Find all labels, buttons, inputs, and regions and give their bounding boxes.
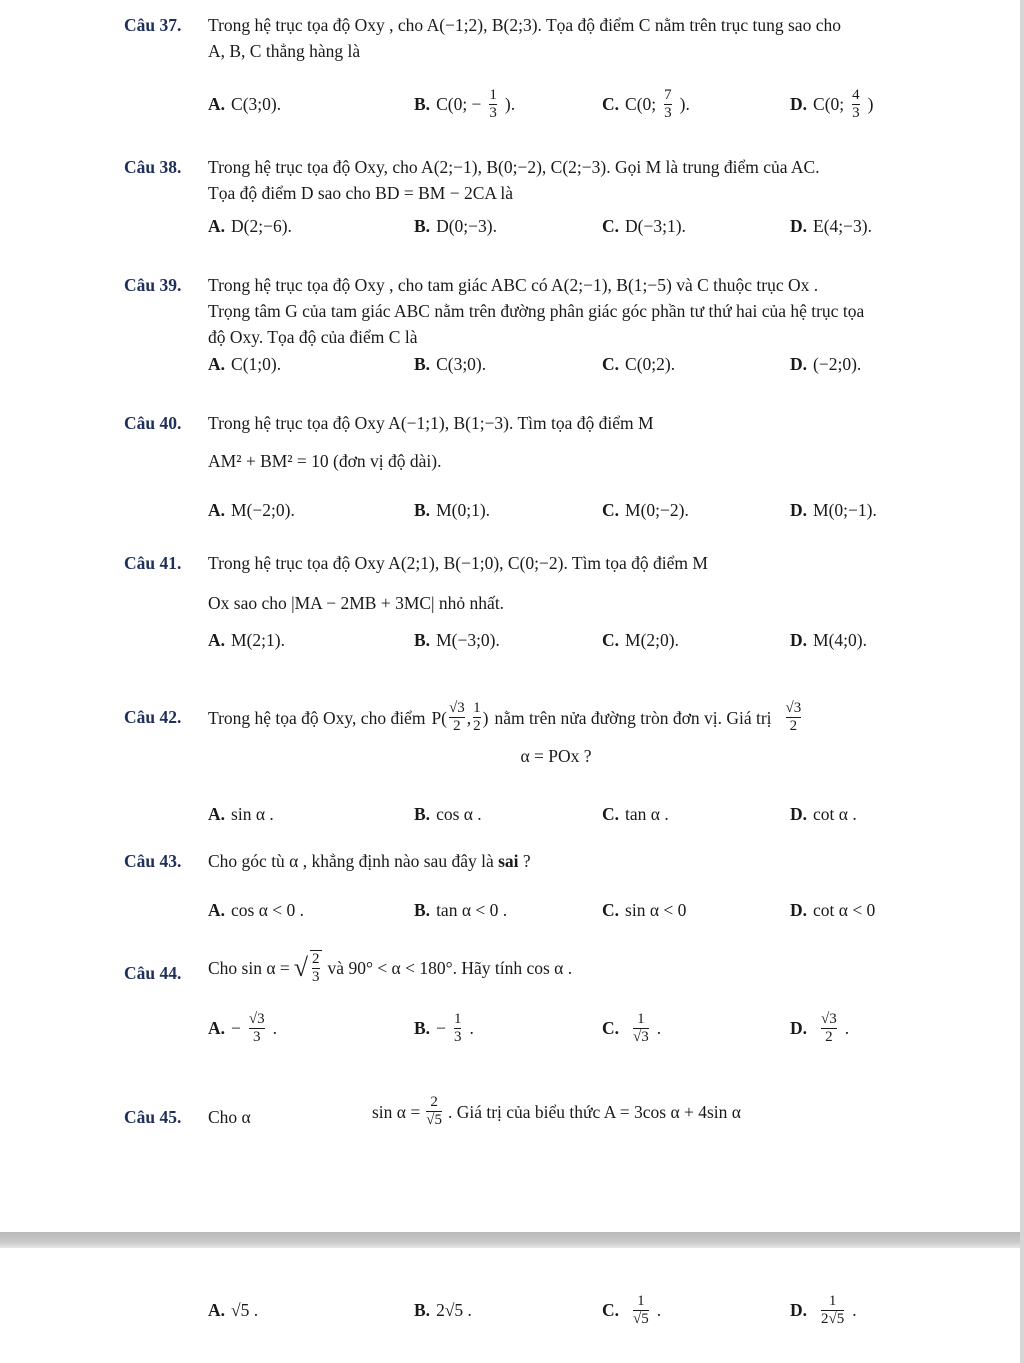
option-a[interactable]: A. M(−2;0). [208,500,295,520]
question-line: sin α = [372,1101,421,1122]
question-line: . Giá trị của biểu thức A = 3cos α + 4sin α [447,1101,741,1122]
fraction: $\frac{2}{√5}$ [426,1094,442,1128]
options [208,620,978,660]
question-line: và 90° < α < 180°. Hãy tính cos α . [327,958,573,978]
question-line: Cho sin α = [208,958,290,978]
question-42 [124,700,974,824]
question-number: Câu 45. [124,1107,182,1127]
fraction: $\frac{√3}{3}$ [248,1010,265,1045]
option-a[interactable]: A. − $\frac{√3}{3}$ . [208,1010,277,1045]
question-line: Cho α [208,1107,251,1127]
fraction: $\frac{1}{2√5}$ [821,1292,845,1327]
question-number: Câu 43. [124,851,182,871]
question-line: α = POx ? [520,746,592,766]
option-d[interactable]: D. $\frac{√3}{2}$ . [790,1010,850,1045]
fraction: $\frac{4}{3}$ [852,86,860,121]
question-38 [124,154,974,236]
option-c[interactable]: C. D(−3;1). [602,216,686,236]
square-root: √ $\frac{2}{3}$ [293,951,320,985]
option-b[interactable]: B. − $\frac{1}{3}$ . [414,1010,474,1045]
options [208,206,978,246]
option-b[interactable]: B. cos α . [414,804,482,824]
question-44 [124,950,974,1045]
question-43 [124,848,974,920]
options [208,490,978,530]
option-c[interactable]: C. C(0;2). [602,354,676,374]
fraction: $\frac{1}{√5}$ [633,1292,649,1327]
option-a[interactable]: A. sin α . [208,804,274,824]
emphasis-sai: sai [498,851,519,871]
option-d[interactable]: D. cot α . [790,804,857,824]
options [208,890,978,930]
option-d[interactable]: D. E(4;−3). [790,216,872,236]
option-b[interactable]: B. C(3;0). [414,354,487,374]
point-p: P( $\frac{√3}{2}$ , $\frac{1}{2}$ ) [431,700,489,734]
option-b[interactable]: B. tan α < 0 . [414,900,508,920]
option-c[interactable]: C. tan α . [602,804,669,824]
option-c[interactable]: C. M(0;−2). [602,500,689,520]
question-number: Câu 40. [124,413,182,433]
option-a[interactable]: A. √5 . [208,1300,259,1320]
option-d[interactable]: D. M(0;−1). [790,500,877,520]
question-line: Trọng tâm G của tam giác ABC nằm trên đường phân giác góc phần tư thứ hai của hệ trục tọa [208,301,865,321]
question-number: Câu 39. [124,275,182,295]
question-number: Câu 42. [124,707,182,727]
option-b[interactable]: B. 2√5 . [414,1300,472,1320]
option-d[interactable]: D. M(4;0). [790,630,867,650]
page-separator [0,1232,1024,1248]
option-c[interactable]: C. M(2;0). [602,630,679,650]
option-c[interactable]: C. sin α < 0 [602,900,687,920]
fraction: $\frac{1}{√3}$ [633,1010,649,1045]
option-b[interactable]: B. M(0;1). [414,500,491,520]
question-line: Trong hệ trục tọa độ Oxy, cho A(2;−1), B(0;−2), C(2;−3). Gọi M là trung điểm của AC. [208,157,820,177]
question-line: Cho góc tù α , khẳng định nào sau đây là sai ? [208,851,531,871]
question-line: Trong hệ trục tọa độ Oxy A(2;1), B(−1;0), C(0;−2). Tìm tọa độ điểm M [208,553,708,573]
question-line: Trong hệ trục tọa độ Oxy A(−1;1), B(1;−3). Tìm tọa độ điểm M [208,413,654,433]
fraction: $\frac{√3}{2}$ [821,1010,837,1045]
fraction: $\frac{1}{2}$ [473,700,481,734]
question-line: độ Oxy. Tọa độ của điểm C là [208,327,418,347]
question-line: Trong hệ tọa độ Oxy, cho điểm [208,707,426,728]
options [208,1008,978,1048]
question-line: Tọa độ điểm D sao cho BD = BM − 2CA là [208,183,514,203]
question-45 [124,1094,974,1327]
options [208,344,978,384]
options [208,1290,978,1330]
option-a[interactable]: A. C(1;0). [208,354,282,374]
question-40 [124,410,974,520]
question-line: Trong hệ trục tọa độ Oxy , cho tam giác ABC có A(2;−1), B(1;−5) và C thuộc trục Ox . [208,275,819,295]
question-39 [124,272,974,374]
question-line: AM² + BM² = 10 (đơn vị độ dài). [208,451,442,471]
option-b[interactable]: B. M(−3;0). [414,630,500,650]
fraction: $\frac{1}{3}$ [489,86,497,121]
value-fraction: $\frac{√3}{2}$ [785,700,802,734]
option-c[interactable]: C. $\frac{1}{√3}$ . [602,1010,662,1045]
question-number: Câu 38. [124,157,182,177]
fraction: $\frac{√3}{2}$ [449,700,465,734]
fraction: $\frac{7}{3}$ [664,86,672,121]
fraction: $\frac{1}{3}$ [453,1010,462,1045]
option-d[interactable]: D. cot α < 0 [790,900,876,920]
option-d[interactable]: D. C(0; $\frac{4}{3}$ ) [790,86,874,121]
option-a[interactable]: A. D(2;−6). [208,216,292,236]
question-line: A, B, C thẳng hàng là [208,41,361,61]
question-number: Câu 41. [124,553,182,573]
options [208,794,978,834]
options [208,84,978,124]
question-line: Ox sao cho |MA − 2MB + 3MC| nhỏ nhất. [208,593,505,613]
option-b[interactable]: B. D(0;−3). [414,216,497,236]
option-c[interactable]: C. C(0; $\frac{7}{3}$ ). [602,86,690,121]
option-d[interactable]: D. $\frac{1}{2√5}$ . [790,1292,857,1327]
question-line: Trong hệ trục tọa độ Oxy , cho A(−1;2), B(2;3). Tọa độ điểm C nằm trên trục tung sao cho [208,15,841,35]
question-37 [124,12,974,121]
option-b[interactable]: B. C(0; − $\frac{1}{3}$ ). [414,86,516,121]
option-a[interactable]: A. M(2;1). [208,630,285,650]
question-41 [124,550,974,650]
option-a[interactable]: A. C(3;0). [208,94,282,114]
option-a[interactable]: A. cos α < 0 . [208,900,305,920]
question-line: nằm trên nửa đường tròn đơn vị. Giá trị [494,707,772,728]
question-number: Câu 44. [124,963,182,983]
right-edge-shadow [1020,0,1024,1363]
option-d[interactable]: D. (−2;0). [790,354,862,374]
question-number: Câu 37. [124,15,182,35]
option-c[interactable]: C. $\frac{1}{√5}$ . [602,1292,662,1327]
